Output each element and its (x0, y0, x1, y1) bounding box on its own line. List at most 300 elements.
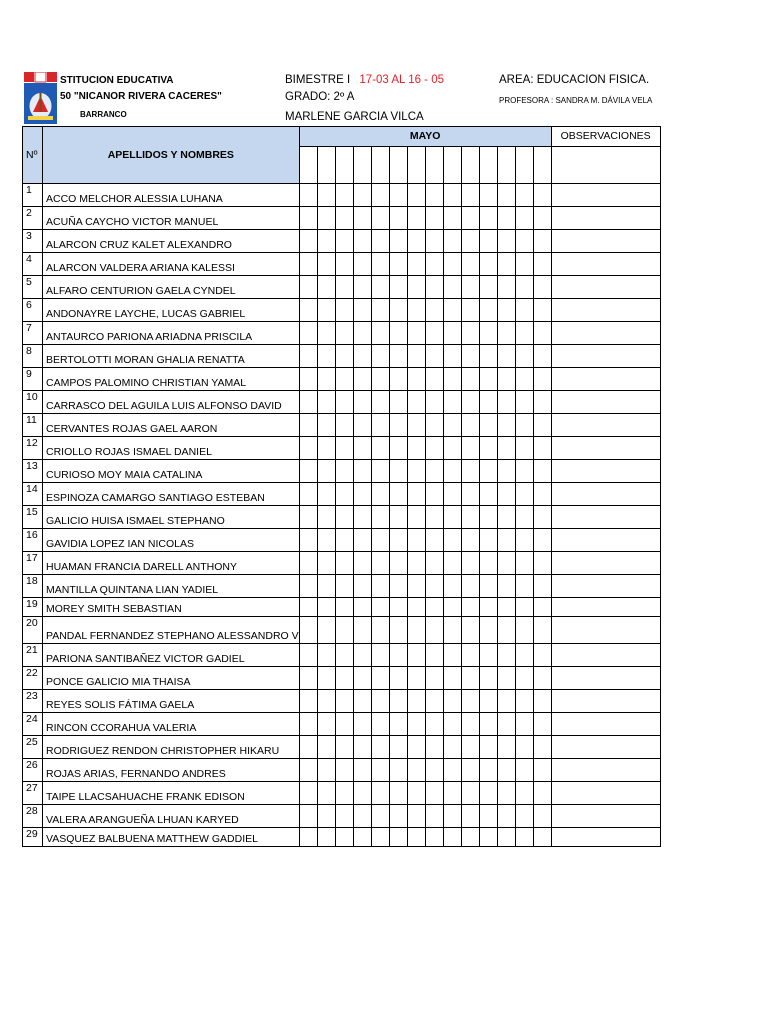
attendance-cell[interactable] (299, 460, 317, 483)
attendance-cell[interactable] (317, 736, 335, 759)
attendance-cell[interactable] (533, 667, 551, 690)
attendance-cell[interactable] (443, 345, 461, 368)
attendance-cell[interactable] (335, 230, 353, 253)
attendance-cell[interactable] (335, 253, 353, 276)
attendance-cell[interactable] (497, 391, 515, 414)
attendance-cell[interactable] (515, 207, 533, 230)
attendance-cell[interactable] (497, 759, 515, 782)
attendance-cell[interactable] (479, 207, 497, 230)
attendance-cell[interactable] (335, 598, 353, 617)
attendance-cell[interactable] (389, 322, 407, 345)
attendance-cell[interactable] (389, 368, 407, 391)
attendance-cell[interactable] (479, 460, 497, 483)
day-cell[interactable] (425, 147, 443, 184)
observation-cell[interactable] (551, 437, 660, 460)
attendance-cell[interactable] (515, 828, 533, 847)
attendance-cell[interactable] (317, 368, 335, 391)
attendance-cell[interactable] (407, 184, 425, 207)
attendance-cell[interactable] (389, 253, 407, 276)
attendance-cell[interactable] (317, 253, 335, 276)
attendance-cell[interactable] (479, 736, 497, 759)
attendance-cell[interactable] (479, 184, 497, 207)
attendance-cell[interactable] (479, 759, 497, 782)
attendance-cell[interactable] (425, 391, 443, 414)
attendance-cell[interactable] (533, 391, 551, 414)
observation-cell[interactable] (551, 414, 660, 437)
attendance-cell[interactable] (407, 345, 425, 368)
attendance-cell[interactable] (479, 345, 497, 368)
observation-cell[interactable] (551, 368, 660, 391)
observation-cell[interactable] (551, 736, 660, 759)
attendance-cell[interactable] (407, 782, 425, 805)
attendance-cell[interactable] (497, 782, 515, 805)
observation-cell[interactable] (551, 460, 660, 483)
attendance-cell[interactable] (443, 805, 461, 828)
attendance-cell[interactable] (317, 805, 335, 828)
attendance-cell[interactable] (317, 207, 335, 230)
attendance-cell[interactable] (371, 345, 389, 368)
attendance-cell[interactable] (443, 736, 461, 759)
attendance-cell[interactable] (479, 506, 497, 529)
attendance-cell[interactable] (317, 828, 335, 847)
attendance-cell[interactable] (407, 207, 425, 230)
day-cell[interactable] (479, 147, 497, 184)
attendance-cell[interactable] (299, 207, 317, 230)
attendance-cell[interactable] (299, 667, 317, 690)
attendance-cell[interactable] (515, 759, 533, 782)
attendance-cell[interactable] (533, 253, 551, 276)
observation-cell[interactable] (551, 483, 660, 506)
attendance-cell[interactable] (533, 437, 551, 460)
attendance-cell[interactable] (371, 805, 389, 828)
day-cell[interactable] (371, 147, 389, 184)
attendance-cell[interactable] (443, 253, 461, 276)
attendance-cell[interactable] (371, 667, 389, 690)
attendance-cell[interactable] (443, 437, 461, 460)
attendance-cell[interactable] (425, 805, 443, 828)
attendance-cell[interactable] (443, 828, 461, 847)
attendance-cell[interactable] (533, 276, 551, 299)
attendance-cell[interactable] (335, 529, 353, 552)
attendance-cell[interactable] (317, 230, 335, 253)
attendance-cell[interactable] (461, 391, 479, 414)
attendance-cell[interactable] (389, 437, 407, 460)
attendance-cell[interactable] (407, 644, 425, 667)
attendance-cell[interactable] (479, 690, 497, 713)
attendance-cell[interactable] (425, 759, 443, 782)
attendance-cell[interactable] (371, 736, 389, 759)
attendance-cell[interactable] (335, 644, 353, 667)
attendance-cell[interactable] (335, 460, 353, 483)
attendance-cell[interactable] (443, 391, 461, 414)
attendance-cell[interactable] (479, 414, 497, 437)
attendance-cell[interactable] (317, 713, 335, 736)
attendance-cell[interactable] (299, 322, 317, 345)
attendance-cell[interactable] (533, 552, 551, 575)
attendance-cell[interactable] (533, 345, 551, 368)
attendance-cell[interactable] (335, 368, 353, 391)
observation-cell[interactable] (551, 506, 660, 529)
attendance-cell[interactable] (407, 736, 425, 759)
attendance-cell[interactable] (353, 782, 371, 805)
attendance-cell[interactable] (443, 617, 461, 644)
attendance-cell[interactable] (479, 230, 497, 253)
attendance-cell[interactable] (407, 230, 425, 253)
attendance-cell[interactable] (389, 483, 407, 506)
attendance-cell[interactable] (335, 667, 353, 690)
attendance-cell[interactable] (425, 782, 443, 805)
attendance-cell[interactable] (389, 414, 407, 437)
attendance-cell[interactable] (497, 368, 515, 391)
attendance-cell[interactable] (335, 617, 353, 644)
attendance-cell[interactable] (317, 759, 335, 782)
observation-cell[interactable] (551, 345, 660, 368)
attendance-cell[interactable] (461, 184, 479, 207)
attendance-cell[interactable] (407, 322, 425, 345)
attendance-cell[interactable] (371, 506, 389, 529)
attendance-cell[interactable] (353, 667, 371, 690)
attendance-cell[interactable] (389, 299, 407, 322)
attendance-cell[interactable] (407, 805, 425, 828)
attendance-cell[interactable] (533, 483, 551, 506)
attendance-cell[interactable] (533, 759, 551, 782)
attendance-cell[interactable] (515, 437, 533, 460)
attendance-cell[interactable] (461, 253, 479, 276)
day-cell[interactable] (407, 147, 425, 184)
attendance-cell[interactable] (515, 552, 533, 575)
attendance-cell[interactable] (389, 184, 407, 207)
attendance-cell[interactable] (317, 483, 335, 506)
attendance-cell[interactable] (407, 483, 425, 506)
attendance-cell[interactable] (461, 805, 479, 828)
attendance-cell[interactable] (443, 713, 461, 736)
attendance-cell[interactable] (371, 276, 389, 299)
attendance-cell[interactable] (461, 598, 479, 617)
observation-cell[interactable] (551, 713, 660, 736)
attendance-cell[interactable] (461, 207, 479, 230)
attendance-cell[interactable] (335, 552, 353, 575)
attendance-cell[interactable] (533, 322, 551, 345)
observation-cell[interactable] (551, 575, 660, 598)
attendance-cell[interactable] (407, 598, 425, 617)
attendance-cell[interactable] (353, 713, 371, 736)
attendance-cell[interactable] (371, 207, 389, 230)
attendance-cell[interactable] (443, 414, 461, 437)
attendance-cell[interactable] (479, 828, 497, 847)
day-cell[interactable] (335, 147, 353, 184)
attendance-cell[interactable] (515, 617, 533, 644)
attendance-cell[interactable] (479, 598, 497, 617)
attendance-cell[interactable] (335, 345, 353, 368)
attendance-cell[interactable] (317, 617, 335, 644)
attendance-cell[interactable] (317, 644, 335, 667)
attendance-cell[interactable] (479, 575, 497, 598)
attendance-cell[interactable] (407, 391, 425, 414)
observation-cell[interactable] (551, 299, 660, 322)
attendance-cell[interactable] (515, 782, 533, 805)
attendance-cell[interactable] (533, 644, 551, 667)
attendance-cell[interactable] (533, 736, 551, 759)
attendance-cell[interactable] (515, 598, 533, 617)
attendance-cell[interactable] (497, 598, 515, 617)
attendance-cell[interactable] (353, 483, 371, 506)
attendance-cell[interactable] (353, 598, 371, 617)
attendance-cell[interactable] (299, 506, 317, 529)
attendance-cell[interactable] (317, 391, 335, 414)
attendance-cell[interactable] (299, 617, 317, 644)
attendance-cell[interactable] (317, 598, 335, 617)
attendance-cell[interactable] (407, 713, 425, 736)
attendance-cell[interactable] (299, 299, 317, 322)
attendance-cell[interactable] (497, 460, 515, 483)
attendance-cell[interactable] (407, 667, 425, 690)
attendance-cell[interactable] (389, 276, 407, 299)
attendance-cell[interactable] (425, 184, 443, 207)
attendance-cell[interactable] (389, 460, 407, 483)
attendance-cell[interactable] (317, 322, 335, 345)
obs-cell[interactable] (551, 147, 660, 184)
attendance-cell[interactable] (479, 299, 497, 322)
attendance-cell[interactable] (425, 736, 443, 759)
attendance-cell[interactable] (425, 345, 443, 368)
attendance-cell[interactable] (353, 460, 371, 483)
attendance-cell[interactable] (407, 414, 425, 437)
attendance-cell[interactable] (425, 598, 443, 617)
attendance-cell[interactable] (407, 759, 425, 782)
attendance-cell[interactable] (461, 483, 479, 506)
attendance-cell[interactable] (317, 690, 335, 713)
attendance-cell[interactable] (443, 184, 461, 207)
attendance-cell[interactable] (461, 230, 479, 253)
attendance-cell[interactable] (461, 345, 479, 368)
attendance-cell[interactable] (371, 483, 389, 506)
attendance-cell[interactable] (533, 713, 551, 736)
observation-cell[interactable] (551, 598, 660, 617)
attendance-cell[interactable] (353, 690, 371, 713)
attendance-cell[interactable] (371, 713, 389, 736)
attendance-cell[interactable] (407, 253, 425, 276)
attendance-cell[interactable] (497, 713, 515, 736)
attendance-cell[interactable] (425, 322, 443, 345)
attendance-cell[interactable] (317, 529, 335, 552)
attendance-cell[interactable] (461, 667, 479, 690)
attendance-cell[interactable] (389, 575, 407, 598)
attendance-cell[interactable] (515, 460, 533, 483)
attendance-cell[interactable] (317, 345, 335, 368)
attendance-cell[interactable] (443, 276, 461, 299)
attendance-cell[interactable] (335, 690, 353, 713)
attendance-cell[interactable] (443, 506, 461, 529)
attendance-cell[interactable] (461, 506, 479, 529)
attendance-cell[interactable] (335, 184, 353, 207)
attendance-cell[interactable] (353, 644, 371, 667)
attendance-cell[interactable] (299, 713, 317, 736)
attendance-cell[interactable] (371, 529, 389, 552)
attendance-cell[interactable] (461, 299, 479, 322)
attendance-cell[interactable] (515, 299, 533, 322)
attendance-cell[interactable] (353, 345, 371, 368)
attendance-cell[interactable] (461, 644, 479, 667)
attendance-cell[interactable] (317, 437, 335, 460)
attendance-cell[interactable] (533, 828, 551, 847)
attendance-cell[interactable] (353, 828, 371, 847)
attendance-cell[interactable] (461, 529, 479, 552)
attendance-cell[interactable] (533, 782, 551, 805)
attendance-cell[interactable] (299, 345, 317, 368)
attendance-cell[interactable] (353, 414, 371, 437)
attendance-cell[interactable] (407, 617, 425, 644)
attendance-cell[interactable] (335, 391, 353, 414)
attendance-cell[interactable] (317, 414, 335, 437)
attendance-cell[interactable] (497, 299, 515, 322)
attendance-cell[interactable] (461, 368, 479, 391)
attendance-cell[interactable] (389, 644, 407, 667)
day-cell[interactable] (461, 147, 479, 184)
attendance-cell[interactable] (479, 644, 497, 667)
attendance-cell[interactable] (461, 782, 479, 805)
attendance-cell[interactable] (443, 299, 461, 322)
attendance-cell[interactable] (335, 759, 353, 782)
attendance-cell[interactable] (443, 230, 461, 253)
attendance-cell[interactable] (425, 575, 443, 598)
attendance-cell[interactable] (335, 782, 353, 805)
attendance-cell[interactable] (353, 552, 371, 575)
observation-cell[interactable] (551, 759, 660, 782)
attendance-cell[interactable] (317, 184, 335, 207)
attendance-cell[interactable] (371, 598, 389, 617)
attendance-cell[interactable] (353, 736, 371, 759)
attendance-cell[interactable] (371, 782, 389, 805)
attendance-cell[interactable] (425, 529, 443, 552)
attendance-cell[interactable] (479, 529, 497, 552)
attendance-cell[interactable] (461, 828, 479, 847)
attendance-cell[interactable] (497, 690, 515, 713)
attendance-cell[interactable] (479, 782, 497, 805)
attendance-cell[interactable] (515, 345, 533, 368)
attendance-cell[interactable] (515, 529, 533, 552)
attendance-cell[interactable] (317, 276, 335, 299)
attendance-cell[interactable] (479, 391, 497, 414)
attendance-cell[interactable] (425, 230, 443, 253)
attendance-cell[interactable] (371, 575, 389, 598)
attendance-cell[interactable] (353, 759, 371, 782)
attendance-cell[interactable] (533, 414, 551, 437)
attendance-cell[interactable] (371, 368, 389, 391)
attendance-cell[interactable] (497, 276, 515, 299)
attendance-cell[interactable] (497, 230, 515, 253)
attendance-cell[interactable] (317, 782, 335, 805)
attendance-cell[interactable] (389, 207, 407, 230)
attendance-cell[interactable] (407, 529, 425, 552)
attendance-cell[interactable] (425, 828, 443, 847)
attendance-cell[interactable] (443, 667, 461, 690)
attendance-cell[interactable] (515, 805, 533, 828)
attendance-cell[interactable] (299, 575, 317, 598)
attendance-cell[interactable] (533, 299, 551, 322)
attendance-cell[interactable] (497, 575, 515, 598)
attendance-cell[interactable] (335, 506, 353, 529)
attendance-cell[interactable] (497, 617, 515, 644)
attendance-cell[interactable] (407, 460, 425, 483)
attendance-cell[interactable] (353, 184, 371, 207)
attendance-cell[interactable] (461, 276, 479, 299)
attendance-cell[interactable] (335, 828, 353, 847)
attendance-cell[interactable] (407, 437, 425, 460)
attendance-cell[interactable] (371, 690, 389, 713)
attendance-cell[interactable] (353, 276, 371, 299)
attendance-cell[interactable] (389, 713, 407, 736)
attendance-cell[interactable] (443, 644, 461, 667)
attendance-cell[interactable] (371, 759, 389, 782)
attendance-cell[interactable] (533, 805, 551, 828)
attendance-cell[interactable] (299, 483, 317, 506)
attendance-cell[interactable] (497, 437, 515, 460)
attendance-cell[interactable] (389, 690, 407, 713)
attendance-cell[interactable] (389, 782, 407, 805)
attendance-cell[interactable] (497, 667, 515, 690)
attendance-cell[interactable] (443, 207, 461, 230)
attendance-cell[interactable] (353, 207, 371, 230)
attendance-cell[interactable] (407, 690, 425, 713)
attendance-cell[interactable] (371, 322, 389, 345)
attendance-cell[interactable] (299, 759, 317, 782)
attendance-cell[interactable] (461, 437, 479, 460)
attendance-cell[interactable] (497, 736, 515, 759)
attendance-cell[interactable] (497, 253, 515, 276)
attendance-cell[interactable] (353, 437, 371, 460)
attendance-cell[interactable] (497, 529, 515, 552)
attendance-cell[interactable] (515, 667, 533, 690)
attendance-cell[interactable] (371, 552, 389, 575)
attendance-cell[interactable] (533, 690, 551, 713)
attendance-cell[interactable] (317, 552, 335, 575)
attendance-cell[interactable] (335, 207, 353, 230)
attendance-cell[interactable] (425, 207, 443, 230)
attendance-cell[interactable] (515, 184, 533, 207)
attendance-cell[interactable] (461, 460, 479, 483)
attendance-cell[interactable] (299, 828, 317, 847)
day-cell[interactable] (317, 147, 335, 184)
observation-cell[interactable] (551, 644, 660, 667)
attendance-cell[interactable] (299, 230, 317, 253)
attendance-cell[interactable] (407, 575, 425, 598)
attendance-cell[interactable] (299, 690, 317, 713)
attendance-cell[interactable] (497, 805, 515, 828)
attendance-cell[interactable] (353, 368, 371, 391)
day-cell[interactable] (353, 147, 371, 184)
attendance-cell[interactable] (353, 253, 371, 276)
observation-cell[interactable] (551, 667, 660, 690)
attendance-cell[interactable] (389, 598, 407, 617)
observation-cell[interactable] (551, 253, 660, 276)
attendance-cell[interactable] (533, 506, 551, 529)
attendance-cell[interactable] (515, 368, 533, 391)
attendance-cell[interactable] (461, 617, 479, 644)
attendance-cell[interactable] (389, 506, 407, 529)
attendance-cell[interactable] (425, 483, 443, 506)
attendance-cell[interactable] (515, 253, 533, 276)
attendance-cell[interactable] (461, 552, 479, 575)
attendance-cell[interactable] (389, 759, 407, 782)
attendance-cell[interactable] (461, 759, 479, 782)
attendance-cell[interactable] (371, 253, 389, 276)
observation-cell[interactable] (551, 617, 660, 644)
attendance-cell[interactable] (425, 552, 443, 575)
attendance-cell[interactable] (317, 460, 335, 483)
attendance-cell[interactable] (335, 483, 353, 506)
attendance-cell[interactable] (461, 414, 479, 437)
attendance-cell[interactable] (479, 552, 497, 575)
